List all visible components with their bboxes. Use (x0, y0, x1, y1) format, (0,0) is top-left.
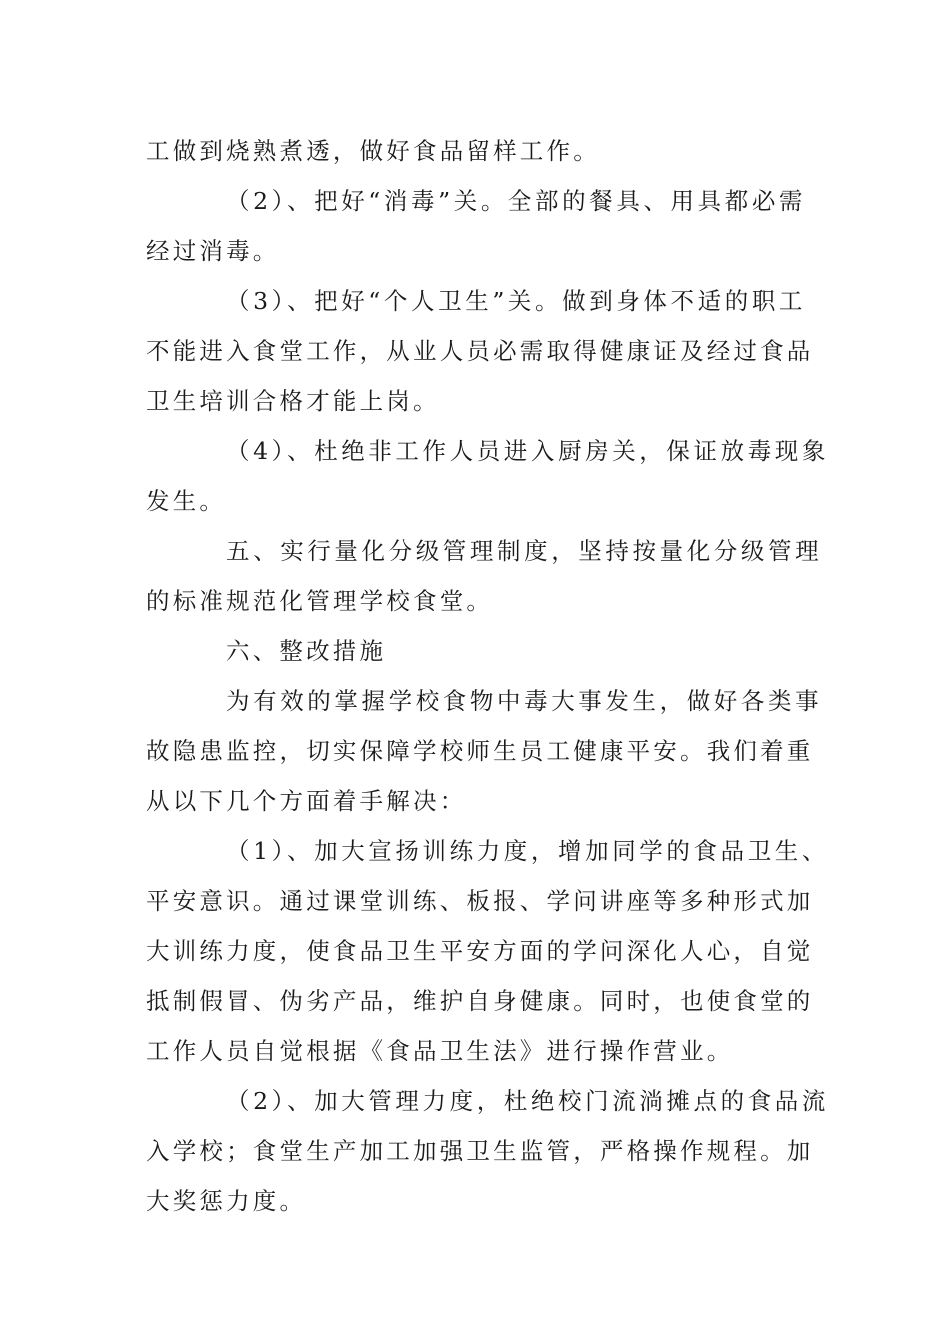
text-line: 的标准规范化管理学校食堂。 (146, 587, 494, 615)
text-line: 经过消毒。 (146, 237, 280, 265)
section-heading: 六、整改措施 (226, 637, 387, 665)
text-line: 故隐患监控，切实保障学校师生员工健康平安。我们着重 (146, 737, 814, 765)
text-line: 大训练力度，使食品卫生平安方面的学问深化人心，自觉 (146, 937, 814, 965)
text-line: 工做到烧熟煮透，做好食品留样工作。 (146, 137, 600, 165)
text-line: 抵制假冒、伪劣产品，维护自身健康。同时，也使食堂的 (146, 987, 814, 1015)
text-line: （1）、加大宣扬训练力度，增加同学的食品卫生、 (226, 837, 830, 865)
text-line: （2）、把好“消毒”关。全部的餐具、用具都必需 (226, 187, 807, 215)
text-line: （2）、加大管理力度，杜绝校门流淌摊点的食品流 (226, 1087, 830, 1115)
text-line: 入学校；食堂生产加工加强卫生监管，严格操作规程。加 (146, 1137, 814, 1165)
text-line: 不能进入食堂工作，从业人员必需取得健康证及经过食品 (146, 337, 814, 365)
text-line: 五、实行量化分级管理制度，坚持按量化分级管理 (226, 537, 823, 565)
text-line: 发生。 (146, 487, 227, 515)
text-line: 大奖惩力度。 (146, 1187, 307, 1215)
text-line: （4）、杜绝非工作人员进入厨房关，保证放毒现象 (226, 437, 830, 465)
text-line: 卫生培训合格才能上岗。 (146, 387, 440, 415)
text-line: 工作人员自觉根据《食品卫生法》进行操作营业。 (146, 1037, 734, 1065)
text-line: （3）、把好“个人卫生”关。做到身体不适的职工 (226, 287, 807, 315)
text-line: 平安意识。通过课堂训练、板报、学问讲座等多种形式加 (146, 887, 814, 915)
text-line: 为有效的掌握学校食物中毒大事发生，做好各类事 (226, 687, 823, 715)
text-line: 从以下几个方面着手解决： (146, 787, 467, 815)
